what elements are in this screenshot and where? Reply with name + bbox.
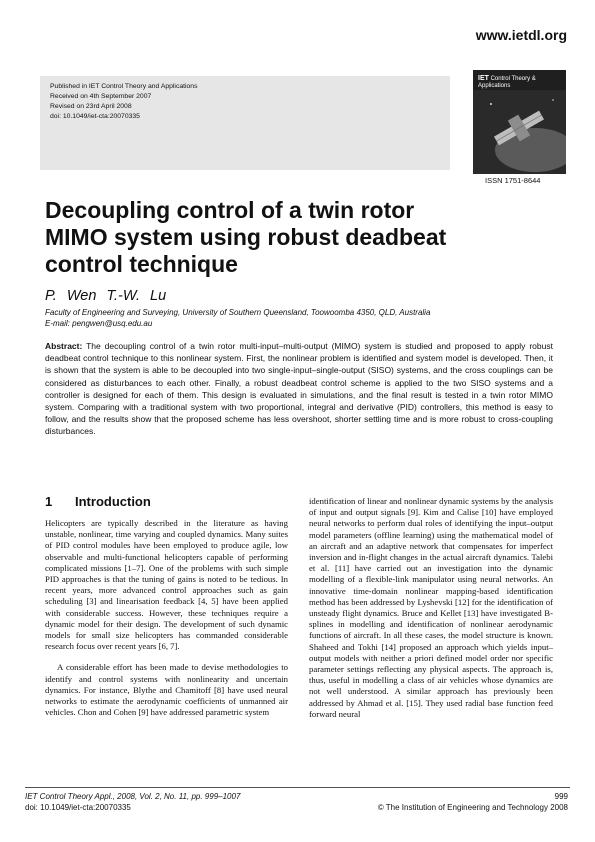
publication-info (50, 82, 197, 122)
cover-title (478, 75, 564, 90)
affiliation-block (45, 307, 555, 329)
paragraph: identification of linear and nonlinear dynamic systems by the analysis of input and output signals [9]. Kim and Calise [10] have employed neural networks to perform dual roles of identifying the input–output model parameters (offline learning) using the mathematical model of an aircraft and an adaptive network that compensates for imperfect inversion and in-flight changes in the actual aircraft dynamics. Talebi et al. [11] have carried out an investigation into the dynamic modelling of a flexible-link manipulator using neural networks. An innovative time-domain nonlinear mapping-based identification method has been addressed by Lyshevski [12] for the identification of unsteady flight dynamics. Bruce and Kellet [13] have investigated B-splines in modelling and identification of nonlinear aerodynamic functions of aircraft. In all these cases, the model structure is known. Shaheed and Tokhi [14] proposed an approach which yields input–output models with neither a priori defined model order nor specific parameter settings reflecting any physical aspects. The approach is, thus, useful in modelling a class of air vehicles whose dynamics are not well understood. A similar approach has previously been addressed by Ahmad et al. [15]. They used radial base function feed forward neural (309, 496, 553, 719)
authors: P. Wen T.-W. Lu (45, 288, 167, 304)
footer-divider (25, 787, 570, 788)
copyright: © The Institution of Engineering and Technology 2008 (377, 803, 568, 812)
section-title: Introduction (75, 494, 151, 509)
section-heading (45, 494, 151, 509)
abstract-label: Abstract: (45, 341, 83, 351)
footer-doi: doi: 10.1049/iet-cta:20070335 (25, 803, 131, 812)
publication-received: Received on 4th September 2007 (50, 93, 152, 100)
abstract-text: The decoupling control of a twin rotor multi-input–multi-output (MIMO) system is studied and proposed to apply robust deadbeat control technique to this nonlinear system. First, the nonlinear problem is identified and system model is developed. Then, it is shown that the system is able to be decoupled into two single-input–single-output (SISO) systems, and the cross couplings can be considered as disturbances to each other. Finally, a robust deadbeat control scheme is applied to the two SISO systems and a controller is designed for each of them. This design is evaluated in simulations, and the final result is tested in a twin rotor MIMO system. Comparing with a traditional system with two proportional, integral and derivative (PID) controllers, this method is easy to follow, and the results show that the proposed scheme has less overshoot, shorter settling time and is more robust to cross-coupling disturbances. (45, 341, 553, 437)
journal-cover-image (473, 70, 566, 174)
publication-journal: Published in IET Control Theory and Applications (50, 83, 198, 90)
section-number: 1 (45, 494, 53, 509)
issn: ISSN 1751-8644 (485, 176, 541, 185)
paragraph: A considerable effort has been made to devise methodologies to identify and control systems with nonlinearity and uncertain dynamics. For instance, Blythe and Chamitoff [8] have used neural networks to estimate the aerodynamic coefficients of unmanned air vehicles. Chon and Cohen [9] have addressed parametric system (45, 662, 288, 718)
cover-journal: Control Theory & Applications (478, 76, 536, 89)
author-email[interactable]: E-mail: pengwen@usq.edu.au (45, 319, 153, 328)
paragraph: Helicopters are typically described in the literature as having unstable, nonlinear, time varying and coupled dynamics. Many suites of PID control modules have been employed to produce agile, low observable and multi-functional helicopters capable of performing complicated missions [1–7]. One of the problems with such simple PID approaches is that the tuning of gains is noted to be tedious. In recent years, more advanced control approaches such as gain scheduling [3] and linearisation feedback [4, 5] have been applied with considerable success. However, these techniques require a dynamic model for their design. The development of such dynamic models for small size helicopters has commanded considerable research focus over recent years [6, 7]. (45, 518, 288, 652)
footer-citation-block (25, 791, 240, 813)
publication-doi: doi: 10.1049/iet-cta:20070335 (50, 113, 140, 120)
cover-brand: IET (478, 75, 489, 82)
affiliation: Faculty of Engineering and Surveying, University of Southern Queensland, Toowoomba 4350, QLD, Australia (45, 308, 431, 317)
page-number: 999 (554, 792, 568, 801)
abstract (45, 340, 553, 438)
body-column-right (309, 496, 553, 786)
publication-revised: Revised on 23rd April 2008 (50, 103, 132, 110)
footer-page-block (378, 791, 568, 813)
site-url[interactable]: www.ietdl.org (475, 27, 567, 43)
paper-title: Decoupling control of a twin rotor MIMO system using robust deadbeat control technique (45, 197, 447, 277)
footer-citation: IET Control Theory Appl., 2008, Vol. 2, No. 11, pp. 999–1007 (25, 792, 241, 801)
body-column-left (45, 518, 288, 786)
publication-info-box (40, 76, 450, 170)
cover-satellite-illustration (473, 90, 566, 174)
